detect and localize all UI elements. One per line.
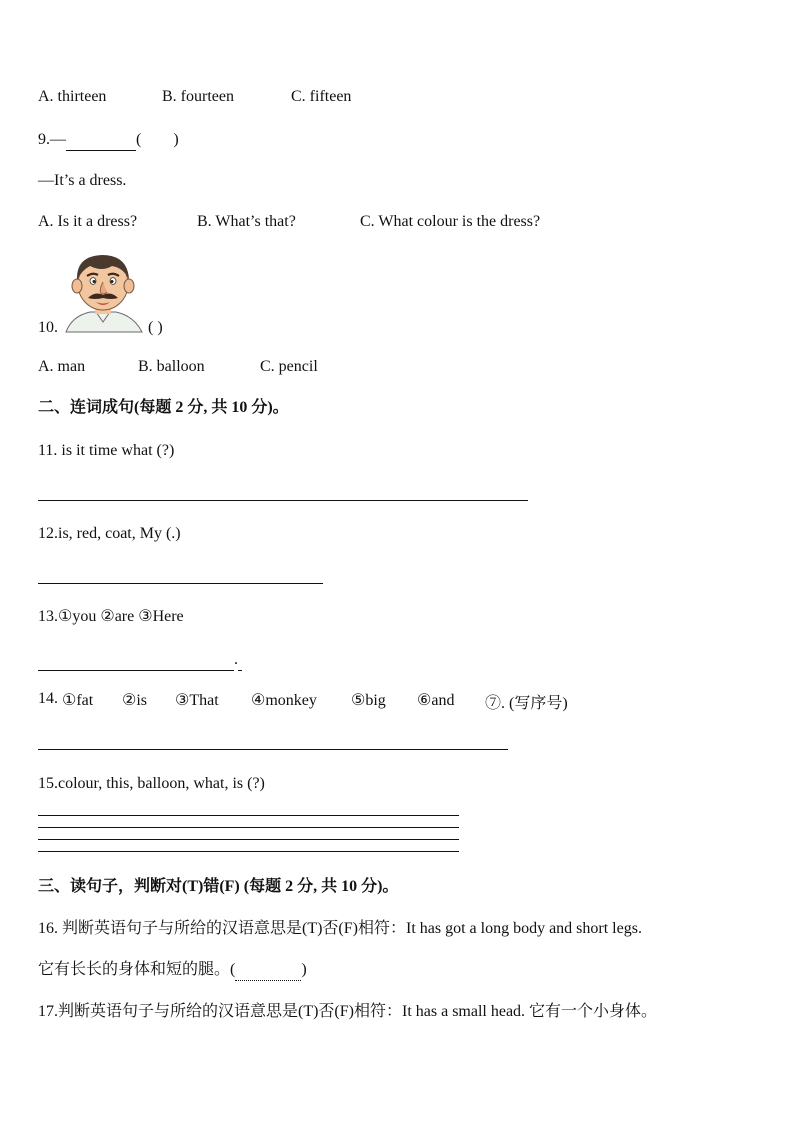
q14-answer-line[interactable] (38, 749, 508, 750)
q9-stem (38, 130, 179, 151)
q14-item: ②is (122, 692, 148, 709)
q16-translation: 它有长长的身体和短的腿。( (38, 961, 236, 978)
q14-item: ④monkey (251, 692, 317, 709)
q16-prompt: 16. 判断英语句子与所给的汉语意思是(T)否(F)相符：It has got a long body and short legs. (38, 920, 642, 937)
q9-blank[interactable] (66, 130, 136, 151)
q16-prompt-cont (38, 960, 307, 981)
q15-prompt: 15.colour, this, balloon, what, is (?) (38, 775, 265, 792)
q15-answer-line[interactable] (38, 827, 459, 828)
section3-heading: 三、读句子，判断对(T)错(F) (每题 2 分, 共 10 分)。 (38, 878, 399, 895)
q9-option-a[interactable]: A. Is it a dress? (38, 213, 138, 230)
q15-answer-line[interactable] (38, 851, 459, 852)
q14-item: ⑦. (写序号) (485, 695, 568, 712)
section2-heading: 二、连词成句(每题 2 分, 共 10 分)。 (38, 399, 289, 416)
q14-item: ⑥and (417, 692, 455, 709)
q11-prompt: 11. is it time what (?) (38, 442, 175, 459)
q10-number: 10. (38, 319, 58, 336)
q15-answer-line[interactable] (38, 839, 459, 840)
q14-item: ①fat (62, 692, 94, 709)
q10-option-b[interactable]: B. balloon (138, 358, 205, 375)
q10-paren[interactable]: ( ) (148, 319, 163, 336)
q9-answer: —It’s a dress. (38, 172, 127, 189)
q13-answer-line[interactable] (38, 650, 234, 671)
q10-stem (38, 318, 163, 338)
q13-answer (38, 650, 242, 671)
q10-option-c[interactable]: C. pencil (260, 358, 318, 375)
q9-option-c[interactable]: C. What colour is the dress? (360, 213, 541, 230)
q14-number: 14. (38, 690, 58, 707)
q13-prompt: 13.①you ②are ③Here (38, 608, 184, 625)
q9-option-b[interactable]: B. What’s that? (197, 213, 296, 230)
q17-prompt: 17.判断英语句子与所给的汉语意思是(T)否(F)相符：It has a small head. 它有一个小身体。 (38, 1003, 658, 1020)
q9-number: 9.— (38, 131, 66, 148)
q15-answer-line[interactable] (38, 815, 459, 816)
q16-answer-blank[interactable] (235, 960, 301, 981)
q14-item: ⑤big (351, 692, 386, 709)
q12-answer-line[interactable] (38, 583, 323, 584)
q8-option-b[interactable]: B. fourteen (162, 88, 234, 105)
q12-prompt: 12.is, red, coat, My (.) (38, 525, 181, 542)
q13-period: . (234, 651, 238, 668)
q10-option-a[interactable]: A. man (38, 358, 86, 375)
q9-paren[interactable]: ( ) (136, 131, 179, 148)
q14-item: ③That (175, 692, 219, 709)
q16-close-paren: ) (301, 961, 307, 978)
q11-answer-line[interactable] (38, 500, 528, 501)
q8-option-c[interactable]: C. fifteen (291, 88, 352, 105)
q8-option-a[interactable]: A. thirteen (38, 88, 107, 105)
